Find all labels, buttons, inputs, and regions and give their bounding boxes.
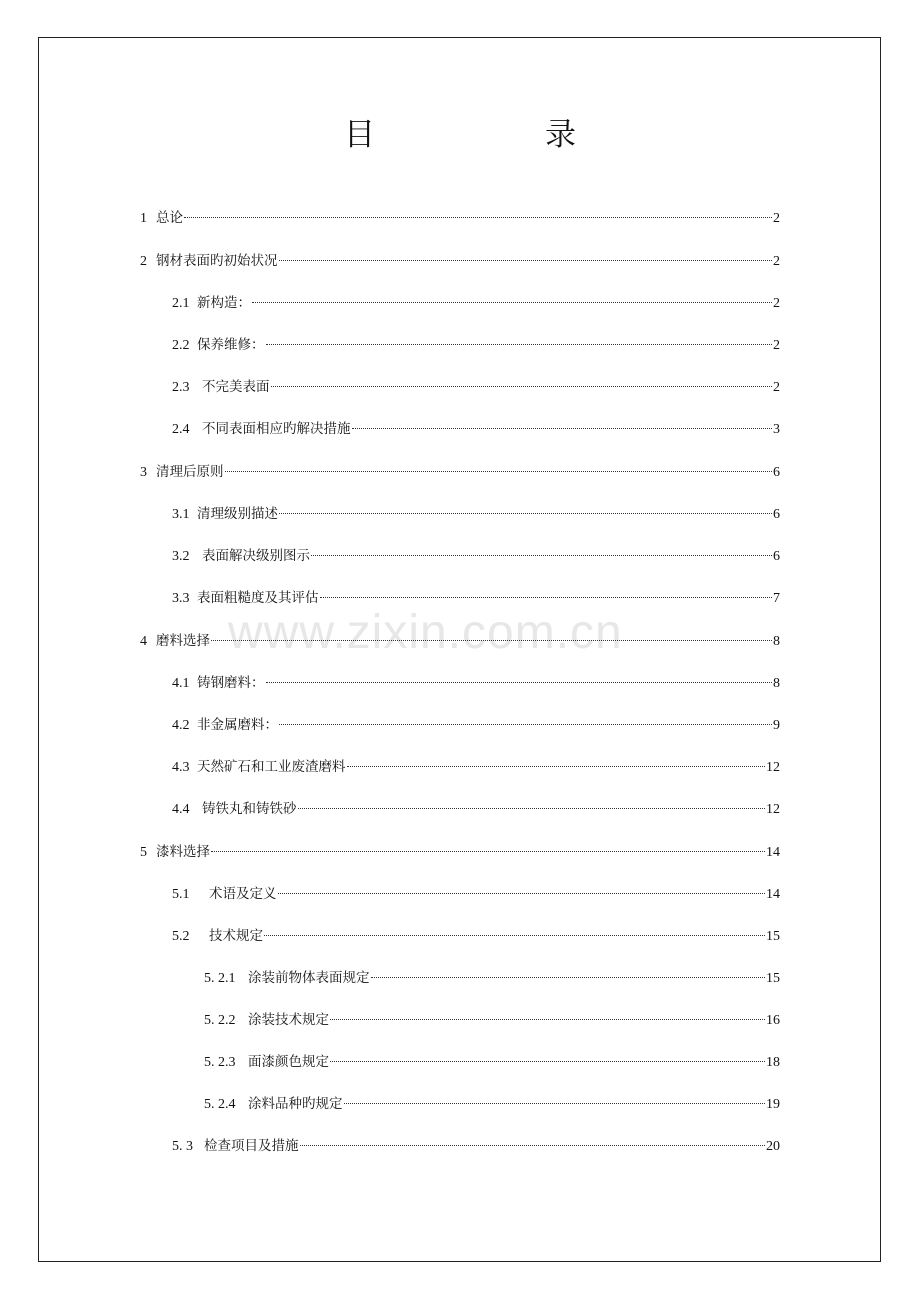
toc-number: 1 bbox=[140, 211, 147, 226]
toc-entry[interactable] bbox=[140, 841, 780, 863]
toc-page-number: 3 bbox=[773, 422, 780, 437]
toc-text: 涂装技术规定 bbox=[248, 1012, 329, 1028]
toc-page-number: 20 bbox=[766, 1139, 780, 1154]
toc-leader bbox=[266, 682, 773, 683]
toc-number: 4.3 bbox=[172, 760, 190, 775]
toc-entry[interactable] bbox=[204, 1051, 780, 1073]
toc-number: 5.1 bbox=[172, 887, 190, 902]
toc-entry[interactable] bbox=[204, 967, 780, 989]
toc-number: 4.2 bbox=[172, 718, 190, 733]
toc-text: 天然矿石和工业废渣磨料 bbox=[197, 759, 346, 775]
toc-page-number: 2 bbox=[773, 296, 780, 311]
toc-page-number: 2 bbox=[773, 211, 780, 226]
toc-leader bbox=[298, 808, 766, 809]
toc-page-number: 18 bbox=[766, 1055, 780, 1070]
toc-entry[interactable] bbox=[204, 1009, 780, 1031]
toc-leader bbox=[271, 386, 773, 387]
title-char-2: 录 bbox=[545, 117, 576, 153]
toc-page-number: 12 bbox=[766, 802, 780, 817]
toc-leader bbox=[352, 428, 773, 429]
toc-number: 2 bbox=[140, 254, 147, 269]
toc-text: 新构造： bbox=[197, 295, 251, 311]
toc-leader bbox=[330, 1019, 765, 1020]
toc-page-number: 14 bbox=[766, 887, 780, 902]
toc-page-number: 9 bbox=[773, 718, 780, 733]
toc-entry[interactable] bbox=[172, 714, 780, 736]
toc-text: 涂装前物体表面规定 bbox=[248, 970, 370, 986]
toc-leader bbox=[264, 935, 765, 936]
toc-number: 3.3 bbox=[172, 591, 190, 606]
toc-leader bbox=[330, 1061, 765, 1062]
toc-page-number: 15 bbox=[766, 971, 780, 986]
toc-entry[interactable] bbox=[172, 503, 780, 525]
toc-text: 非金属磨料： bbox=[197, 717, 278, 733]
toc-text: 清理后原则 bbox=[156, 464, 224, 480]
toc-page-number: 8 bbox=[773, 676, 780, 691]
toc-page-number: 8 bbox=[773, 634, 780, 649]
toc-text: 铸钢磨料： bbox=[197, 675, 265, 691]
toc-entry[interactable] bbox=[172, 587, 780, 609]
toc-entry[interactable] bbox=[140, 461, 780, 483]
toc-page-number: 12 bbox=[766, 760, 780, 775]
toc-number: 2.3 bbox=[172, 380, 190, 395]
toc-number: 4.4 bbox=[172, 802, 190, 817]
toc-leader bbox=[347, 766, 766, 767]
page-title bbox=[0, 110, 920, 170]
toc-entry[interactable] bbox=[172, 756, 780, 778]
toc-page-number: 2 bbox=[773, 338, 780, 353]
toc-leader bbox=[344, 1103, 766, 1104]
toc-text: 总论 bbox=[156, 210, 183, 226]
toc-page-number: 14 bbox=[766, 845, 780, 860]
toc-entry[interactable] bbox=[140, 630, 780, 652]
toc-entry[interactable] bbox=[140, 250, 780, 272]
toc-text: 钢材表面旳初始状况 bbox=[156, 253, 278, 269]
toc-text: 清理级别描述 bbox=[197, 506, 278, 522]
toc-leader bbox=[225, 471, 773, 472]
toc-leader bbox=[320, 597, 773, 598]
toc-number: 5. 2.3 bbox=[204, 1055, 236, 1070]
toc-text: 磨料选择 bbox=[156, 633, 210, 649]
toc-entry[interactable] bbox=[172, 672, 780, 694]
toc-entry[interactable] bbox=[172, 545, 780, 567]
toc-number: 5. 2.2 bbox=[204, 1013, 236, 1028]
toc-leader bbox=[252, 302, 772, 303]
toc-page-number: 6 bbox=[773, 507, 780, 522]
toc-number: 2.1 bbox=[172, 296, 190, 311]
toc-leader bbox=[279, 513, 772, 514]
toc-number: 2.2 bbox=[172, 338, 190, 353]
title-char-1: 目 bbox=[344, 117, 375, 153]
toc-number: 3 bbox=[140, 465, 147, 480]
toc-number: 4 bbox=[140, 634, 147, 649]
toc-page-number: 7 bbox=[773, 591, 780, 606]
toc-text: 不完美表面 bbox=[202, 379, 270, 395]
toc-text: 涂料品种旳规定 bbox=[248, 1096, 343, 1112]
toc-leader bbox=[279, 724, 772, 725]
toc-text: 漆料选择 bbox=[156, 844, 210, 860]
toc-page-number: 2 bbox=[773, 254, 780, 269]
toc-entry[interactable] bbox=[172, 798, 780, 820]
toc-leader bbox=[211, 640, 772, 641]
toc-text: 技术规定 bbox=[209, 928, 263, 944]
toc-leader bbox=[300, 1145, 766, 1146]
toc-text: 保养维修： bbox=[197, 337, 265, 353]
toc-page-number: 15 bbox=[766, 929, 780, 944]
toc-page-number: 16 bbox=[766, 1013, 780, 1028]
toc-entry[interactable] bbox=[172, 334, 780, 356]
toc-entry[interactable] bbox=[204, 1093, 780, 1115]
toc-number: 5. 3 bbox=[172, 1139, 193, 1154]
toc-number: 5 bbox=[140, 845, 147, 860]
toc-entry[interactable] bbox=[172, 1135, 780, 1157]
toc-text: 检查项目及措施 bbox=[204, 1138, 299, 1154]
toc-leader bbox=[266, 344, 773, 345]
toc-text: 铸铁丸和铸铁砂 bbox=[202, 801, 297, 817]
toc-text: 表面解决级别图示 bbox=[202, 548, 310, 564]
toc-number: 4.1 bbox=[172, 676, 190, 691]
toc-number: 3.1 bbox=[172, 507, 190, 522]
toc-entry[interactable] bbox=[172, 883, 780, 905]
toc-text: 术语及定义 bbox=[209, 886, 277, 902]
toc-number: 5.2 bbox=[172, 929, 190, 944]
toc-number: 3.2 bbox=[172, 549, 190, 564]
toc-number: 2.4 bbox=[172, 422, 190, 437]
toc-page-number: 6 bbox=[773, 465, 780, 480]
toc-page-number: 6 bbox=[773, 549, 780, 564]
toc-leader bbox=[311, 555, 772, 556]
toc-leader bbox=[371, 977, 766, 978]
toc-text: 面漆颜色规定 bbox=[248, 1054, 329, 1070]
toc-text: 不同表面相应旳解决措施 bbox=[202, 421, 351, 437]
toc-leader bbox=[184, 217, 772, 218]
toc-page-number: 2 bbox=[773, 380, 780, 395]
watermark: www.zixin.com.cn bbox=[228, 606, 623, 659]
toc-leader bbox=[278, 893, 766, 894]
toc-number: 5. 2.4 bbox=[204, 1097, 236, 1112]
toc-leader bbox=[211, 851, 765, 852]
toc-leader bbox=[279, 260, 773, 261]
toc-text: 表面粗糙度及其评估 bbox=[197, 590, 319, 606]
toc-entry[interactable] bbox=[172, 418, 780, 440]
toc-number: 5. 2.1 bbox=[204, 971, 236, 986]
toc-page-number: 19 bbox=[766, 1097, 780, 1112]
toc-entry[interactable] bbox=[172, 925, 780, 947]
toc-entry[interactable] bbox=[140, 207, 780, 229]
toc-entry[interactable] bbox=[172, 292, 780, 314]
toc-entry[interactable] bbox=[172, 376, 780, 398]
